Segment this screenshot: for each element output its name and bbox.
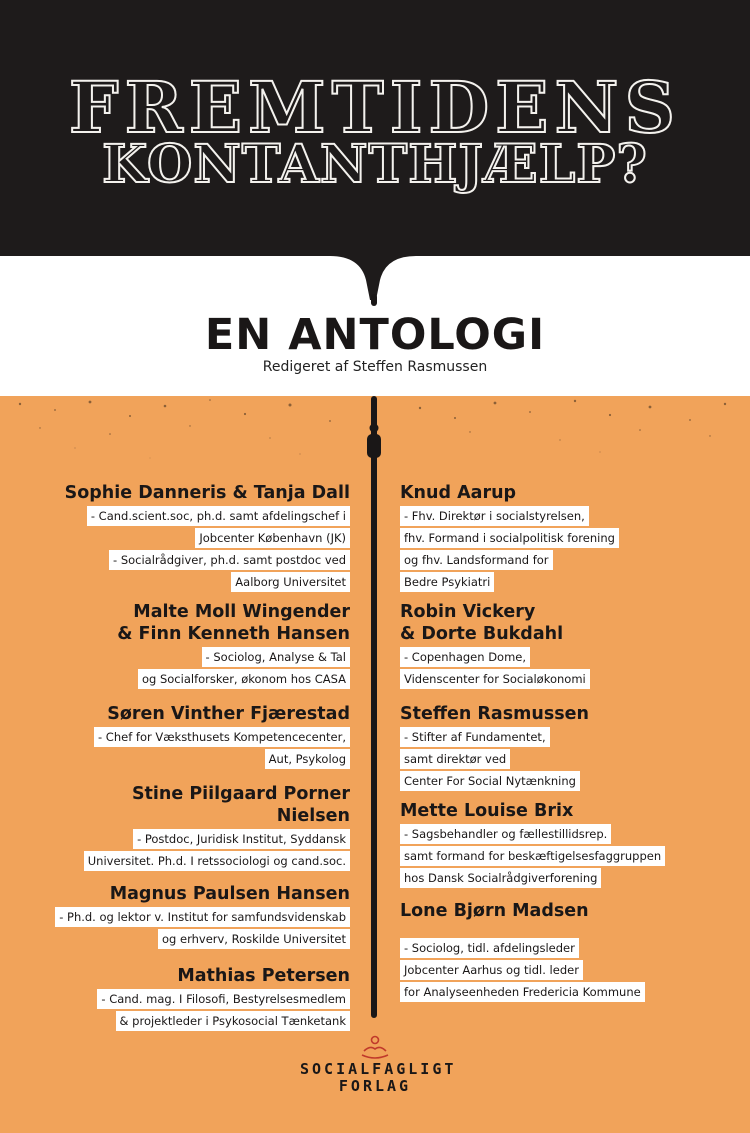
contributor-desc: hos Dansk Socialrådgiverforening: [400, 868, 601, 888]
contributor-desc: og erhverv, Roskilde Universitet: [158, 929, 350, 949]
contributor-entry: [94, 703, 350, 769]
contributor-name: Stine Piilgaard Porner: [131, 784, 350, 804]
publisher-name-line-1: SOCIALFAGLIGT: [300, 1060, 457, 1078]
contributor-desc: - Postdoc, Juridisk Institut, Syddansk: [133, 829, 350, 849]
contributor-name: Magnus Paulsen Hansen: [109, 884, 350, 904]
contributor-desc: - Sagsbehandler og fællestillidsrep.: [400, 824, 611, 844]
contributor-desc: - Sociolog, tidl. afdelingsleder: [400, 938, 579, 958]
contributor-desc: - Copenhagen Dome,: [400, 647, 530, 667]
contributor-desc: - Fhv. Direktør i socialstyrelsen,: [400, 506, 589, 526]
contributor-name: Knud Aarup: [400, 483, 517, 503]
contributor-name: Søren Vinther Fjærestad: [107, 704, 350, 724]
publisher-name-line-2: FORLAG: [338, 1077, 412, 1095]
contributor-name: Sophie Danneris & Tanja Dall: [64, 483, 350, 503]
person-icon: [363, 423, 385, 459]
notch-divider: [0, 250, 750, 310]
contributor-desc: Center For Social Nytænkning: [400, 771, 580, 791]
contributor-desc: Universitet. Ph.d. I retssociologi og cand.soc.: [84, 851, 350, 871]
contributor-entry: [400, 900, 645, 1002]
contributor-name: Lone Bjørn Madsen: [400, 901, 589, 921]
contributor-desc: Bedre Psykiatri: [400, 572, 494, 592]
publisher-logo-icon: [358, 1035, 392, 1061]
contributor-name: & Dorte Bukdahl: [400, 624, 564, 644]
contributor-desc: samt direktør ved: [400, 749, 510, 769]
contributor-name: & Finn Kenneth Hansen: [117, 624, 350, 644]
editor-credit: Redigeret af Steffen Rasmussen: [262, 359, 488, 375]
contributor-name: Steffen Rasmussen: [400, 704, 589, 724]
contributor-desc: - Ph.d. og lektor v. Institut for samfundsvidenskab: [55, 907, 350, 927]
title-line-2: KONTANTHJÆLP?: [102, 134, 648, 195]
contributor-name: Nielsen: [276, 806, 350, 826]
contributor-desc: og fhv. Landsformand for: [400, 550, 553, 570]
contributor-entry: [65, 482, 350, 592]
contributor-entry: [55, 883, 350, 949]
contributor-desc: - Cand. mag. I Filosofi, Bestyrelsesmedlem: [97, 989, 350, 1009]
publisher-logo: [300, 1035, 457, 1095]
contributor-entry: [400, 703, 589, 791]
contributor-entry: [400, 601, 590, 689]
contributor-desc: - Cand.scient.soc, ph.d. samt afdelingschef i: [87, 506, 350, 526]
contributor-desc: - Chef for Væksthusets Kompetencecenter,: [94, 727, 350, 747]
center-spine: [371, 396, 377, 1018]
contributor-desc: fhv. Formand i socialpolitisk forening: [400, 528, 619, 548]
contributor-entry: [117, 601, 350, 689]
contributor-entry: [97, 965, 350, 1031]
contributor-name: Mette Louise Brix: [400, 801, 574, 821]
contributor-name: Mathias Petersen: [177, 966, 350, 986]
contributor-desc: - Sociolog, Analyse & Tal: [202, 647, 350, 667]
contributor-name: Malte Moll Wingender: [133, 602, 350, 622]
contributor-entry: [400, 482, 619, 592]
contributor-desc: og Socialforsker, økonom hos CASA: [138, 669, 350, 689]
contributor-entry: [400, 800, 665, 888]
contributor-name: Robin Vickery: [400, 602, 536, 622]
contributor-desc: - Socialrådgiver, ph.d. samt postdoc ved: [109, 550, 350, 570]
contributor-entry: [84, 783, 350, 871]
contributor-desc: for Analyseenheden Fredericia Kommune: [400, 982, 645, 1002]
page-subtitle: EN ANTOLOGI: [204, 310, 546, 360]
contributor-desc: Jobcenter København (JK): [195, 528, 350, 548]
contributor-desc: Jobcenter Aarhus og tidl. leder: [400, 960, 583, 980]
contributor-desc: Videnscenter for Socialøkonomi: [400, 669, 590, 689]
contributor-desc: samt formand for beskæftigelsesfaggruppen: [400, 846, 665, 866]
contributor-desc: & projektleder i Psykosocial Tænketank: [116, 1011, 350, 1031]
title-line-1: FREMTIDENS: [68, 66, 682, 149]
contributor-desc: Aalborg Universitet: [231, 572, 350, 592]
contributor-desc: Aut, Psykolog: [265, 749, 350, 769]
contributor-desc: - Stifter af Fundamentet,: [400, 727, 550, 747]
